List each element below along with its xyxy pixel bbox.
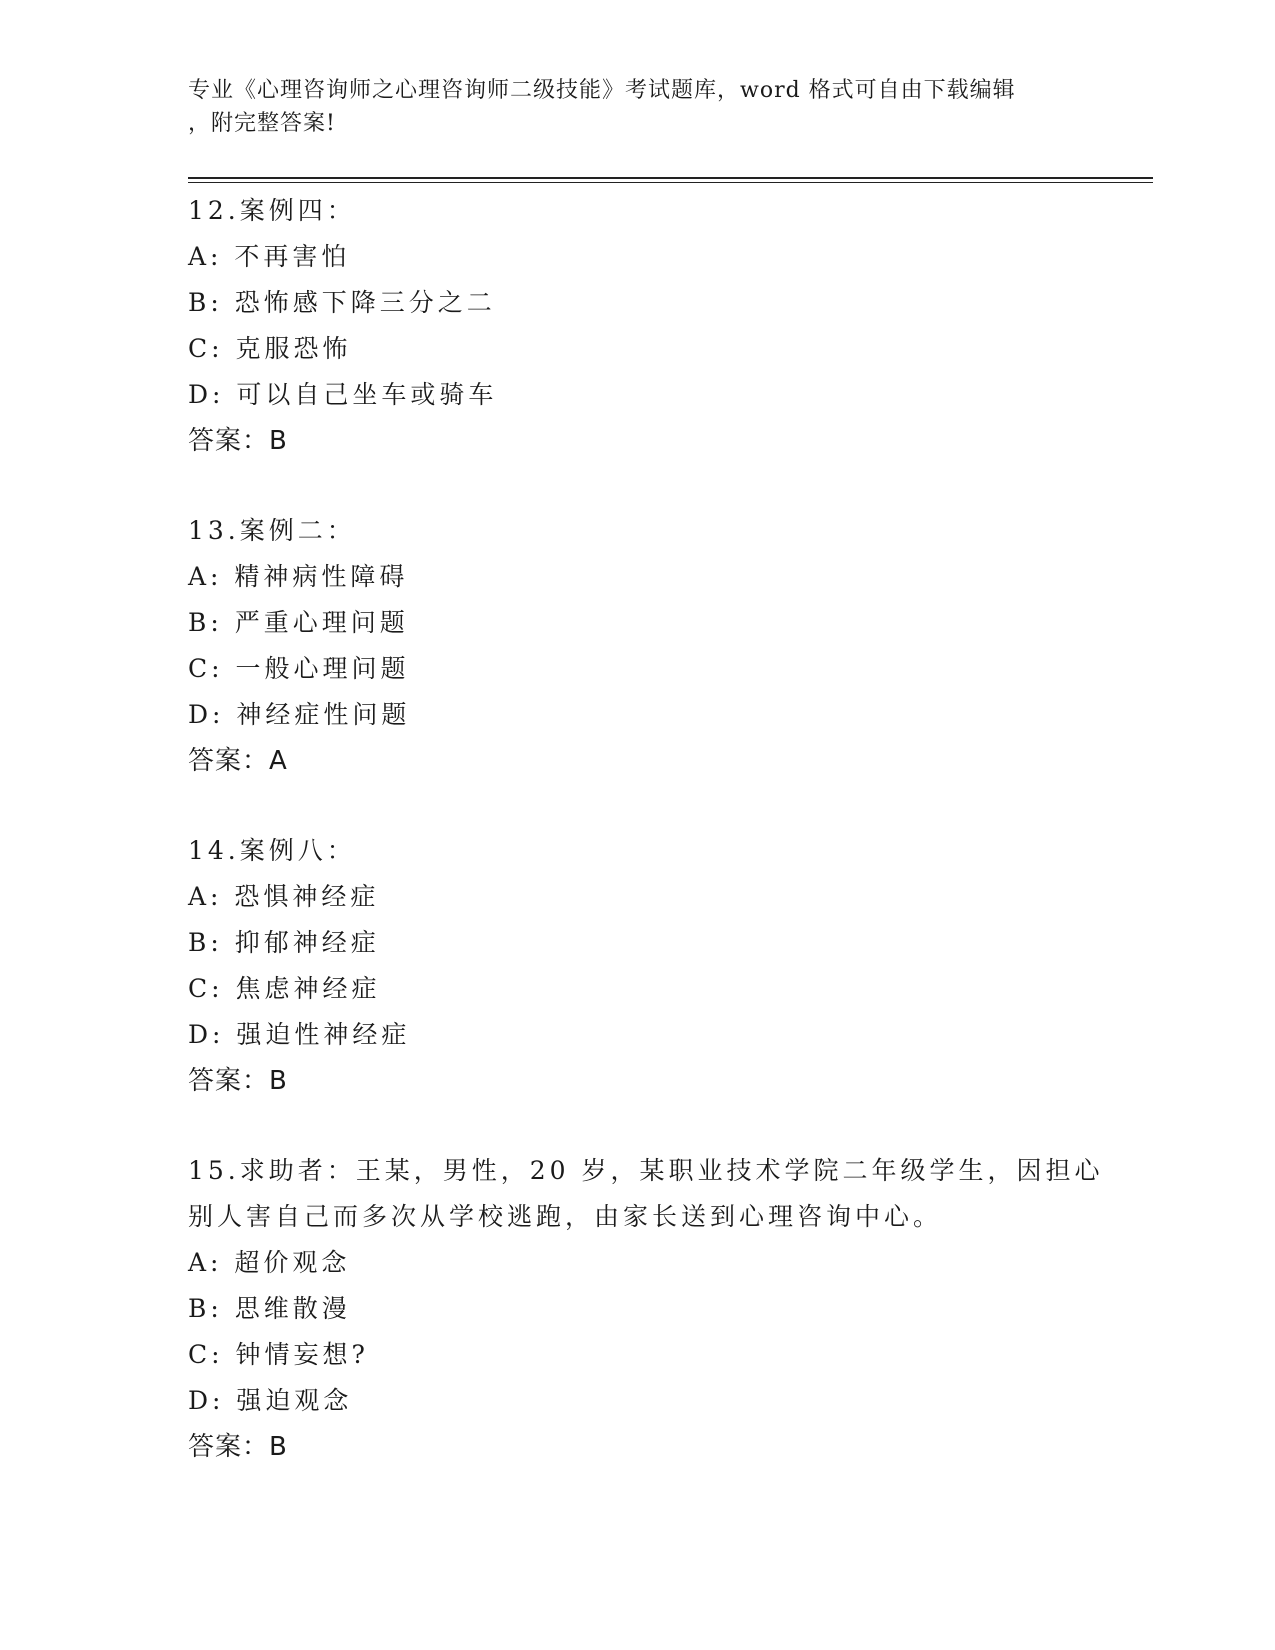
header-subtitle-line: ，附完整答案! <box>188 111 336 136</box>
question-stem-line-1: 15.求助者：王某，男性，20 岁，某职业技术学院二年级学生，因担心 <box>188 1156 1104 1185</box>
question-13 <box>188 508 1088 784</box>
question-stem: 13.案例二： <box>188 516 356 545</box>
document-header <box>188 74 1088 140</box>
question-14 <box>188 828 1088 1104</box>
option-c: C: 一般心理问题 <box>188 654 410 683</box>
option-b: B: 严重心理问题 <box>188 608 409 637</box>
question-12 <box>188 188 1088 464</box>
option-a: A: 超价观念 <box>188 1248 351 1277</box>
option-a: A: 恐惧神经症 <box>188 882 380 911</box>
option-d: D: 神经症性问题 <box>188 700 411 729</box>
answer-line: 答案：B <box>188 1066 288 1096</box>
question-stem: 12.案例四： <box>188 196 356 225</box>
option-a: A: 精神病性障碍 <box>188 562 409 591</box>
option-c: C: 钟情妄想? <box>188 1340 369 1369</box>
question-list <box>188 188 1104 1514</box>
answer-line: 答案：B <box>188 426 288 456</box>
option-d: D: 强迫观念 <box>188 1386 353 1415</box>
option-b: B: 思维散漫 <box>188 1294 351 1323</box>
header-divider <box>188 177 1153 183</box>
option-a: A: 不再害怕 <box>188 242 351 271</box>
option-d: D: 可以自己坐车或骑车 <box>188 380 498 409</box>
option-b: B: 恐怖感下降三分之二 <box>188 288 496 317</box>
option-d: D: 强迫性神经症 <box>188 1020 411 1049</box>
option-b: B: 抑郁神经症 <box>188 928 380 957</box>
option-c: C: 克服恐怖 <box>188 334 352 363</box>
header-title-line: 专业《心理咨询师之心理咨询师二级技能》考试题库，word 格式可自由下载编辑 <box>188 78 1016 103</box>
answer-line: 答案：A <box>188 746 288 776</box>
question-stem: 14.案例八： <box>188 836 356 865</box>
question-stem-line-2: 别人害自己而多次从学校逃跑，由家长送到心理咨询中心。 <box>188 1202 943 1231</box>
option-c: C: 焦虑神经症 <box>188 974 381 1003</box>
question-15 <box>188 1148 1104 1470</box>
answer-line: 答案：B <box>188 1432 288 1462</box>
